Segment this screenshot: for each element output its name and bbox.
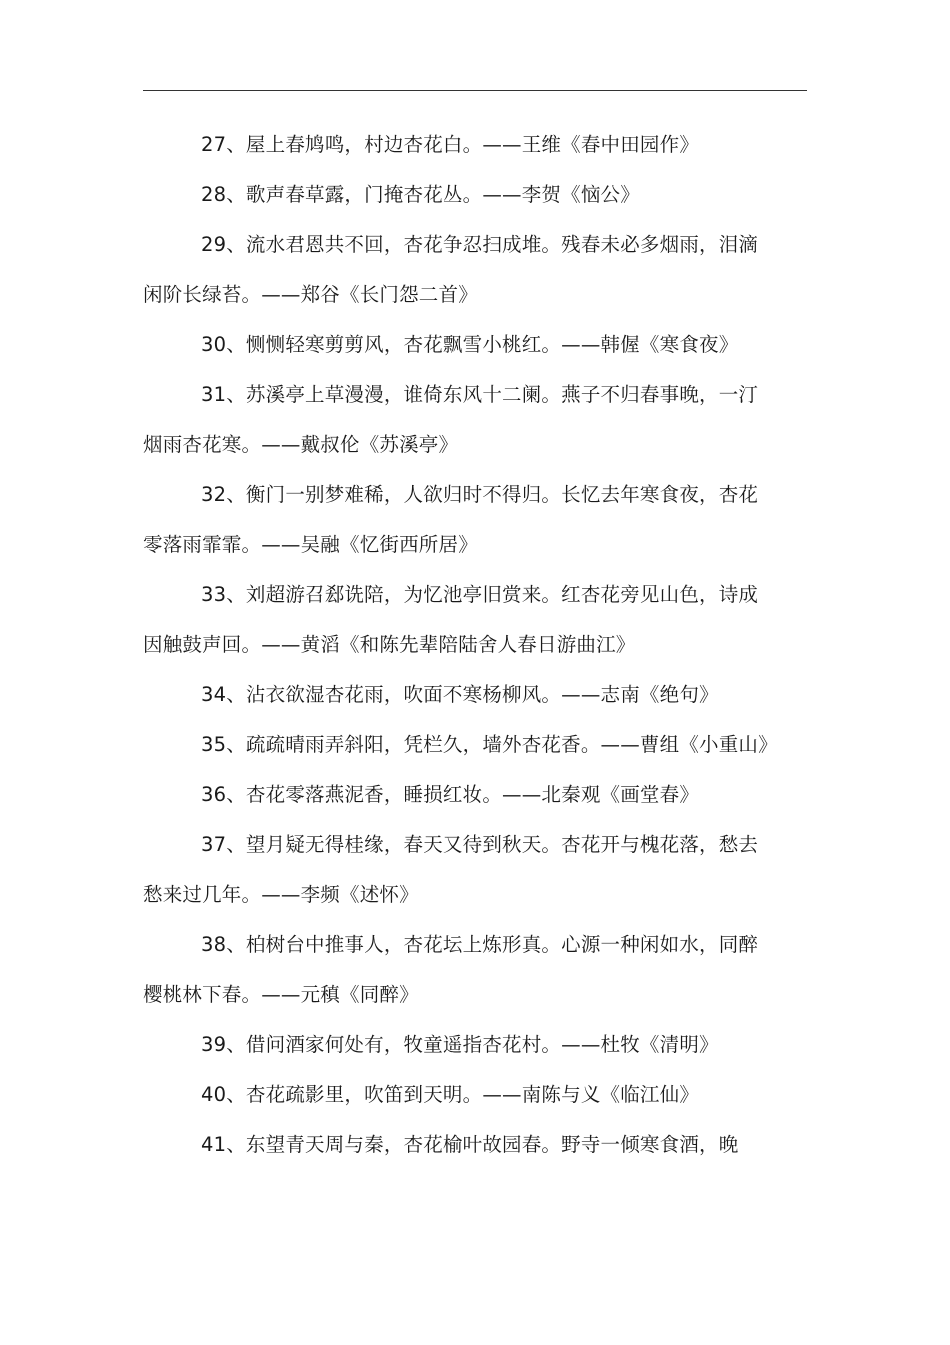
poem-entry-36: 36、杏花零落燕泥香，睡损红妆。——北秦观《画堂春》 [201,783,700,806]
poem-entry-34: 34、沾衣欲湿杏花雨，吹面不寒杨柳风。——志南《绝句》 [201,683,719,706]
poem-entry-41: 41、东望青天周与秦，杏花榆叶故园春。野寺一倾寒食酒，晚 [201,1133,739,1156]
poem-entry-31: 31、苏溪亭上草漫漫，谁倚东风十二阑。燕子不归春事晚，一汀烟雨杏花寒。——戴叔伦《苏溪亭》 [143,383,759,456]
poem-entry-29: 29、流水君恩共不回，杏花争忍扫成堆。残春未必多烟雨，泪滴闲阶长绿苔。——郑谷《长门怨二首》 [143,233,759,306]
poem-entry-30: 30、恻恻轻寒剪剪风，杏花飘雪小桃红。——韩偓《寒食夜》 [201,333,739,356]
poem-entry-37: 37、望月疑无得桂缘，春天又待到秋天。杏花开与槐花落，愁去愁来过几年。——李频《述怀》 [143,833,759,906]
header-rule [143,90,807,91]
poem-entry-33: 33、刘超游召郄诜陪，为忆池亭旧赏来。红杏花旁见山色，诗成因触鼓声回。——黄滔《和陈先辈陪陆舍人春日游曲江》 [143,583,759,656]
poem-list [143,120,778,1170]
poem-entry-32: 32、衡门一别梦难稀，人欲归时不得归。长忆去年寒食夜，杏花零落雨霏霏。——吴融《忆街西所居》 [143,483,759,556]
poem-entry-28: 28、歌声春草露，门掩杏花丛。——李贺《恼公》 [201,183,640,206]
poem-entry-38: 38、柏树台中推事人，杏花坛上炼形真。心源一种闲如水，同醉樱桃林下春。——元稹《同醉》 [143,933,759,1006]
poem-entry-27: 27、屋上春鸠鸣，村边杏花白。——王维《春中田园作》 [201,133,700,156]
poem-entry-39: 39、借问酒家何处有，牧童遥指杏花村。——杜牧《清明》 [201,1033,719,1056]
poem-entry-35: 35、疏疏晴雨弄斜阳，凭栏久，墙外杏花香。——曹组《小重山》 [201,733,778,756]
poem-entry-40: 40、杏花疏影里，吹笛到天明。——南陈与义《临江仙》 [201,1083,700,1106]
